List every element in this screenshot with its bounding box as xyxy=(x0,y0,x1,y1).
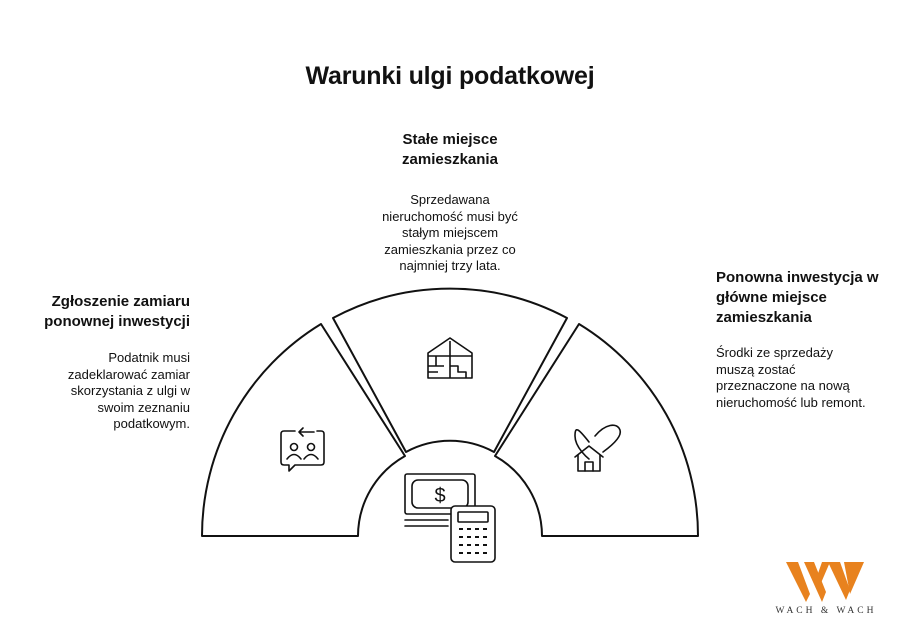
section-right-text: Środki ze sprzedaży muszą zostać przeznaczone na nową nieruchomość lub remont. xyxy=(716,345,866,410)
section-top-text: Sprzedawana nieruchomość musi być stałym miejscem zamieszkania przez co najmniej trzy lata. xyxy=(382,192,518,273)
section-right-heading: Ponowna inwestycja w główne miejsce zamieszkania xyxy=(716,269,879,326)
section-left-heading: Zgłoszenie zamiaru ponownej inwestycji xyxy=(44,293,190,330)
cash-calculator-icon xyxy=(405,474,495,562)
section-left-text: Podatnik musi zadeklarować zamiar skorzystania z ulgi w swoim zeznaniu podatkowym. xyxy=(67,350,190,431)
svg-text:$: $ xyxy=(434,485,446,507)
section-top-heading: Stałe miejsce zamieszkania xyxy=(402,131,498,168)
company-logo xyxy=(766,560,886,624)
page-title: Warunki ulgi podatkowej xyxy=(305,62,595,90)
logo-w-mark xyxy=(784,560,868,604)
logo-wordmark: WACH & WACH xyxy=(775,606,877,616)
